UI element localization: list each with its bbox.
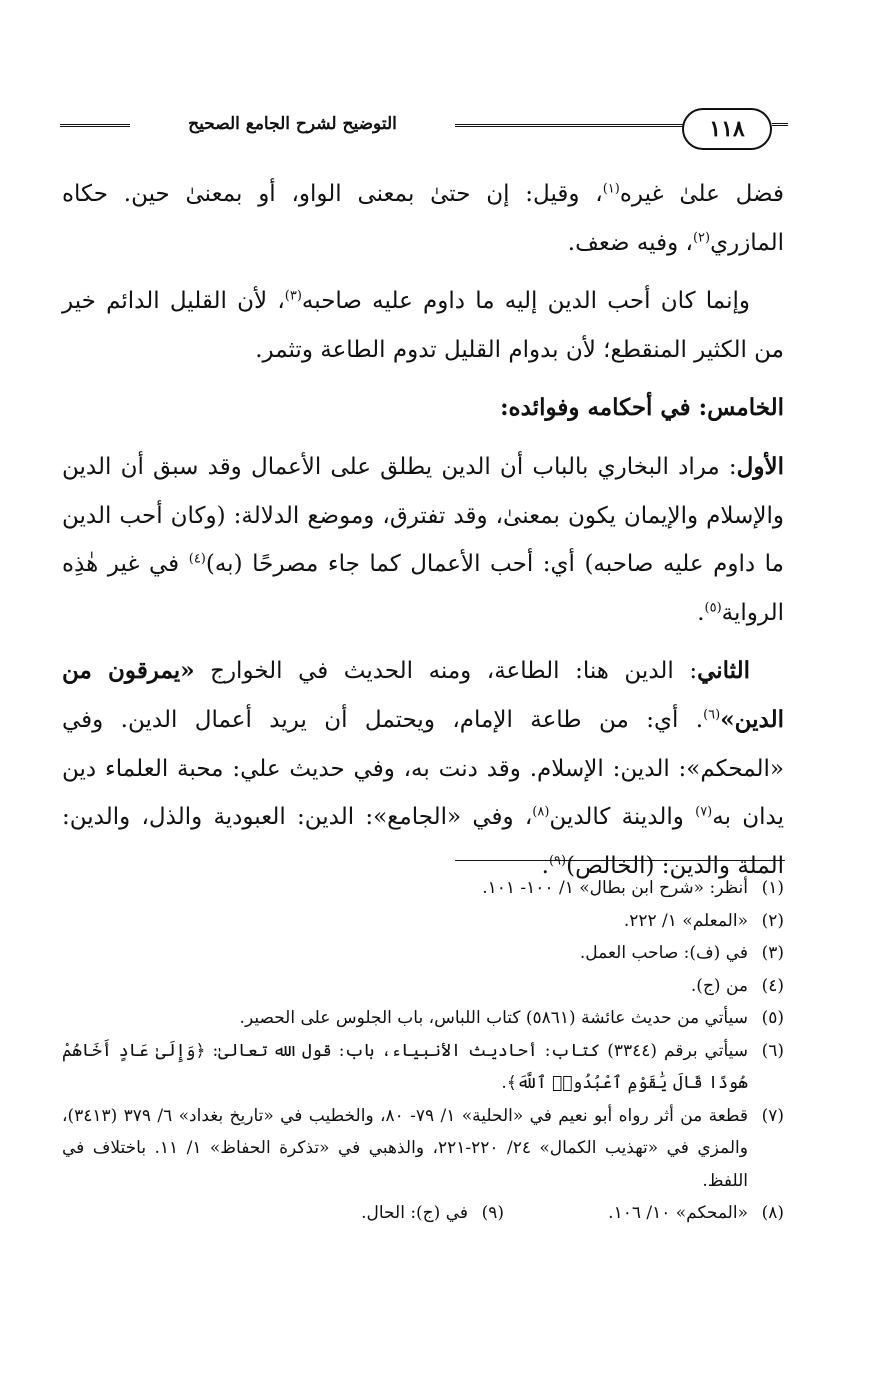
footnote-2: (٢) «المعلم» ١/ ٢٢٢.: [623, 910, 784, 931]
footnote-7: (٧) قطعة من أثر رواه أبو نعيم في «الحلية» ١/ ٧٩- ٨٠، والخطيب في «تاريخ بغداد» ٦/ ٣٧٩ (٣٤١٣)، والمزي في «تهذيب الكمال» ٢٤/ ٢٢٠-٢٢١، والذهبي في «تذكرة الحفاظ» ١/ ١١. باختلاف في اللفظ.: [62, 1105, 784, 1191]
header-rule-left: [60, 124, 130, 132]
footnote-separator: [455, 860, 785, 861]
page-header: [60, 100, 782, 164]
footnote-row-8-9: [62, 1197, 784, 1230]
footnote-ref-4: (٤): [188, 551, 206, 567]
footnote-9: (٩) في (ج): الحال.: [361, 1203, 504, 1223]
paragraph-second-point: الثاني: الدين هنا: الطاعة، ومنه الحديث في الخوارج «يمرقون من الدين»$^{(٦)}$. أي: من طاعة الإمام، ويحتمل أن يريد أعمال الدين. وفي «المحكم»: الدين: الإسلام. وقد دنت به، وفي حديث علي: محبة العلماء دين يدان به$^{(٧)}$ والدينة كالدين$^{(٨)}$، وفي «الجامع»: الدين: العبودية والذل، والدين: الملة والدين: (الخالص)$^{(٩)}$.: [62, 657, 784, 879]
paragraph-2: وإنما كان أحب الدين إليه ما داوم عليه صاحبه$^{(٣)}$، لأن القليل الدائم خير من الكثير المنقطع؛ لأن بدوام القليل تدوم الطاعة وتثمر.: [62, 288, 784, 363]
footnote-ref-7: (٧): [695, 804, 713, 820]
footnote-ref-6: (٦): [703, 707, 721, 723]
footnotes: [62, 872, 784, 1230]
lead-word-first: الأول: [736, 452, 784, 480]
footnote-ref-5: (٥): [704, 600, 722, 616]
page-number: ١١٨: [682, 108, 772, 150]
running-title: التوضيح لشرح الجامع الصحيح: [188, 114, 397, 134]
footnote-5: (٥) سيأتي من حديث عائشة (٥٨٦١) كتاب اللباس، باب الجلوس على الحصير.: [239, 1008, 784, 1028]
section-heading-fifth: الخامس: في أحكامه وفوائده:: [500, 394, 784, 422]
footnote-ref-8: (٨): [532, 804, 550, 820]
footnote-ref-9: (٩): [548, 853, 567, 869]
footnote-1: (١) أنظر: «شرح ابن بطال» ١/ ١٠٠- ١٠١.: [482, 878, 784, 898]
footnote-4: (٤) من (ج).: [690, 975, 784, 996]
footnote-6: (٦) سيأتي برقم (٣٣٤٤) كتاب: أحاديث الأنبياء، باب: قول الله تعالىٰ: ﴿وَإِلَىٰ عَادٍ أَخَاهُمْ هُودًا قَالَ يَٰقَوْمِ ٱعْبُدُوا۟ ٱللَّهَ﴾.: [62, 1040, 784, 1093]
paragraph-first-point: الأول: مراد البخاري بالباب أن الدين يطلق على الأعمال وقد سبق أن الدين والإسلام والإيمان يكون بمعنىٰ، وقد تفترق، وموضع الدلالة: (وكان أحب الدين ما داوم عليه صاحبه) أي: أحب الأعمال كما جاء مصرحًا (به)$^{(٤)}$ في غير هٰذِه الرواية$^{(٥)}$.: [62, 452, 785, 626]
paragraph-1: فضل علىٰ غيره$^{(١)}$، وقيل: إن حتىٰ بمعنى الواو، أو بمعنىٰ حين. حكاه المازري$^{(٢)}$، وفيه ضعف.: [62, 181, 784, 256]
footnote-ref-1: (١): [602, 181, 620, 197]
footnote-8: (٨) «المحكم» ١٠/ ١٠٦.: [608, 1203, 784, 1223]
main-text: [62, 170, 784, 900]
lead-word-second: الثاني: [697, 657, 750, 685]
footnote-ref-2: (٢): [692, 229, 711, 245]
footnote-ref-3: (٣): [284, 288, 302, 304]
footnote-3: (٣) في (ف): صاحب العمل.: [579, 943, 784, 963]
hadith-quote: «يمرقون من الدين»: [62, 657, 784, 733]
